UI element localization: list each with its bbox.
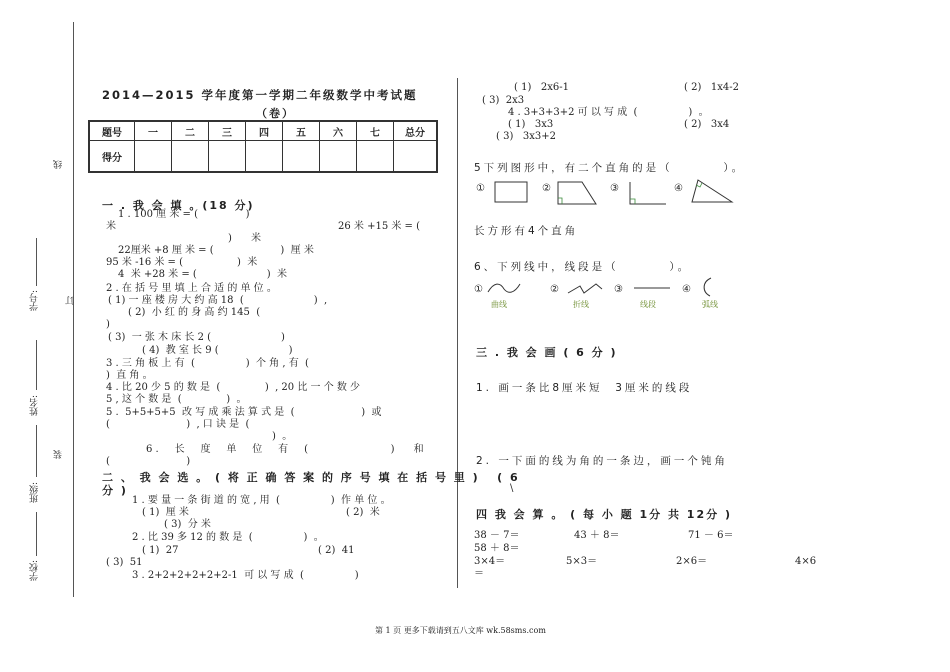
segment-line [632, 284, 672, 292]
score-input-cell[interactable] [357, 141, 394, 173]
option-text: ( 2) 41 [318, 545, 355, 556]
score-cell: 五 [283, 121, 320, 141]
draw-question-1: 1. 画一条比8厘米短 3厘米的线段 [476, 382, 693, 394]
arc-line [698, 276, 714, 298]
question-text: 3 . 三 角 板 上 有 ( ) 个 角 , 有 ( [106, 358, 309, 369]
q6-option-2: ② [550, 284, 559, 295]
question-text: ( 2) 小 红 的 身 高 约 145 ( [128, 307, 261, 318]
side-banji: 班级: [30, 482, 40, 504]
score-cell: 总分 [394, 121, 438, 141]
page-title: 2014—2015 学年度第一学期二年级数学中考试题 [102, 88, 418, 102]
calc-item: 43 ＋ 8＝ [574, 530, 620, 541]
side-ding: 订 [66, 296, 76, 305]
question-text: 1 . 要 量 一 条 街 道 的 宽 , 用 ( ) 作 单 位 。 [132, 495, 391, 506]
calc-item: ＝ [474, 568, 484, 579]
option-text: ( 3) 3x3+2 [496, 131, 556, 142]
option-text: ( 1) 2x6-1 [514, 82, 569, 93]
option-text: ( 3) 51 [106, 557, 143, 568]
score-input-cell[interactable] [135, 141, 172, 173]
score-input-cell[interactable] [320, 141, 357, 173]
right-angle-shape [628, 180, 668, 206]
q5-option-2: ② [542, 183, 551, 194]
binding-line [73, 22, 74, 597]
question-text: 4 . 3+3+3+2 可 以 写 成 ( ) 。 [508, 107, 709, 118]
option-text: ( 1) 厘 米 [142, 507, 189, 518]
calc-item: 38 － 7＝ [474, 530, 520, 541]
score-cell: 三 [209, 121, 246, 141]
q5-option-3: ③ [610, 183, 619, 194]
calc-item: 5×3＝ [566, 556, 598, 567]
question-text: ( ) [106, 456, 191, 467]
score-cell: 题号 [89, 121, 135, 141]
calc-item: 2×6＝ [676, 556, 708, 567]
question-text: ) 。 [272, 431, 293, 442]
side-xian: 线 [54, 160, 64, 169]
arc-label: 弧线 [702, 300, 718, 309]
score-value-row [89, 141, 437, 173]
option-text: ( 2) 3x4 [684, 119, 730, 130]
question-text: 1 . 100 厘 米 = ( ) [118, 209, 250, 220]
polyline-line [566, 281, 606, 297]
column-divider [457, 78, 458, 588]
side-xingming: 姓名: [30, 395, 40, 417]
score-cell: 四 [246, 121, 283, 141]
xuehao-line [36, 238, 37, 286]
xingming-line [36, 340, 37, 390]
question-text: ( 1) 一 座 楼 房 大 约 高 18 ( ) , [108, 295, 328, 306]
option-text: ( 3) 2x3 [482, 95, 525, 106]
question-text: ) 米 [228, 233, 261, 244]
option-text: ( 1) 27 [142, 545, 179, 556]
score-cell: 一 [135, 121, 172, 141]
score-cell: 六 [320, 121, 357, 141]
question-text: 3 . 2+2+2+2+2+2-1 可 以 写 成 ( ) [132, 570, 359, 581]
angle-side-mark: \ [510, 483, 514, 494]
xuexiao-line [36, 512, 37, 556]
curve-line [486, 282, 522, 296]
score-input-cell[interactable] [172, 141, 209, 173]
option-text: ( 2) 米 [346, 507, 380, 518]
score-input-cell[interactable] [283, 141, 320, 173]
calc-item: 71 － 6＝ [688, 530, 734, 541]
banji-line [36, 425, 37, 477]
question-text: 2 . 在 括 号 里 填 上 合 适 的 单 位 。 [106, 283, 277, 294]
section-4-heading: 四 我 会 算 。 ( 每 小 题 1分 共 12分 ) [476, 508, 732, 521]
section-1-heading: 一 . 我 会 填 。(18 分) [102, 199, 255, 212]
q5-option-1: ① [476, 183, 485, 194]
question-text: 4 . 比 20 少 5 的 数 是 ( ) , 20 比 一 个 数 少 [106, 382, 361, 393]
calc-item: 58 ＋ 8＝ [474, 543, 520, 554]
question-text: ( 3) 一 张 木 床 长 2 ( ) [108, 332, 285, 343]
question-text: 5 . 5+5+5+5 改 写 成 乘 法 算 式 是 ( ) 或 [106, 407, 382, 418]
q6-option-1: ① [474, 284, 483, 295]
page-footer: 第 1 页 更多下载请到五八文库 wk.58sms.com [375, 626, 546, 635]
question-text: 22厘米 +8 厘 米 = ( ) 厘 米 [118, 245, 314, 256]
option-text: ( 3) 分 米 [164, 519, 211, 530]
score-cell: 得分 [89, 141, 135, 173]
triangle-shape [690, 178, 734, 206]
question-5: 5下列图形中，有二个直角的是（ ）。 [474, 162, 746, 174]
q5-option-4: ④ [674, 183, 683, 194]
question-text: 26 米 +15 米 = ( [338, 221, 421, 232]
side-xuehao: 学号: [30, 290, 40, 312]
score-cell: 二 [172, 121, 209, 141]
score-input-cell[interactable] [246, 141, 283, 173]
question-text: ( 4) 教 室 长 9 ( ) [142, 345, 293, 356]
score-input-cell[interactable] [209, 141, 246, 173]
section-2-heading: 二 、 我 会 选 。 ( 将 正 确 答 案 的 序 号 填 在 括 号 里 ) ( 6 [102, 471, 520, 484]
question-text: ) [106, 319, 110, 330]
section-2-heading-cont: 分 ) [102, 484, 128, 497]
calc-item: 4×6 [795, 556, 817, 567]
curve-label: 曲线 [491, 300, 507, 309]
polyline-label: 折线 [573, 300, 589, 309]
question-text: 米 [106, 221, 116, 232]
question-text: 6 . 长 度 单 位 有 ( ) 和 [146, 444, 424, 455]
score-header-row [89, 121, 437, 141]
score-input-cell[interactable] [394, 141, 438, 173]
side-xuexiao: 学校: [30, 560, 40, 582]
q5-note: 长方形有4个直角 [474, 225, 579, 237]
q6-option-3: ③ [614, 284, 623, 295]
trapezoid-shape [556, 180, 600, 206]
q6-option-4: ④ [682, 284, 691, 295]
question-text: ) 直 角 。 [106, 370, 153, 381]
section-3-heading: 三 . 我 会 画 ( 6 分 ) [476, 346, 618, 359]
calc-item: 3×4＝ [474, 556, 506, 567]
score-cell: 七 [357, 121, 394, 141]
question-text: 95 米 -16 米 = ( ) 米 [106, 257, 258, 268]
question-text: 5 , 这 个 数 是 ( ) 。 [106, 394, 247, 405]
option-text: ( 2) 1x4-2 [684, 82, 739, 93]
score-table [88, 120, 438, 173]
draw-question-2: 2. 一下面的线为角的一条边，画一个钝角 [476, 455, 728, 467]
page-subtitle: （卷） [256, 107, 295, 120]
option-text: ( 1) 3x3 [508, 119, 554, 130]
question-text: 4 米 +28 米 = ( ) 米 [118, 269, 288, 280]
question-text: 2 . 比 39 多 12 的 数 是 ( ) 。 [132, 532, 324, 543]
segment-label: 线段 [640, 300, 656, 309]
question-6: 6、下列线中，线段是（ ）。 [474, 261, 692, 273]
question-text: ( ) , 口 诀 是 ( [106, 419, 250, 430]
rectangle-shape [494, 181, 528, 203]
side-zhuang: 装 [54, 450, 64, 459]
